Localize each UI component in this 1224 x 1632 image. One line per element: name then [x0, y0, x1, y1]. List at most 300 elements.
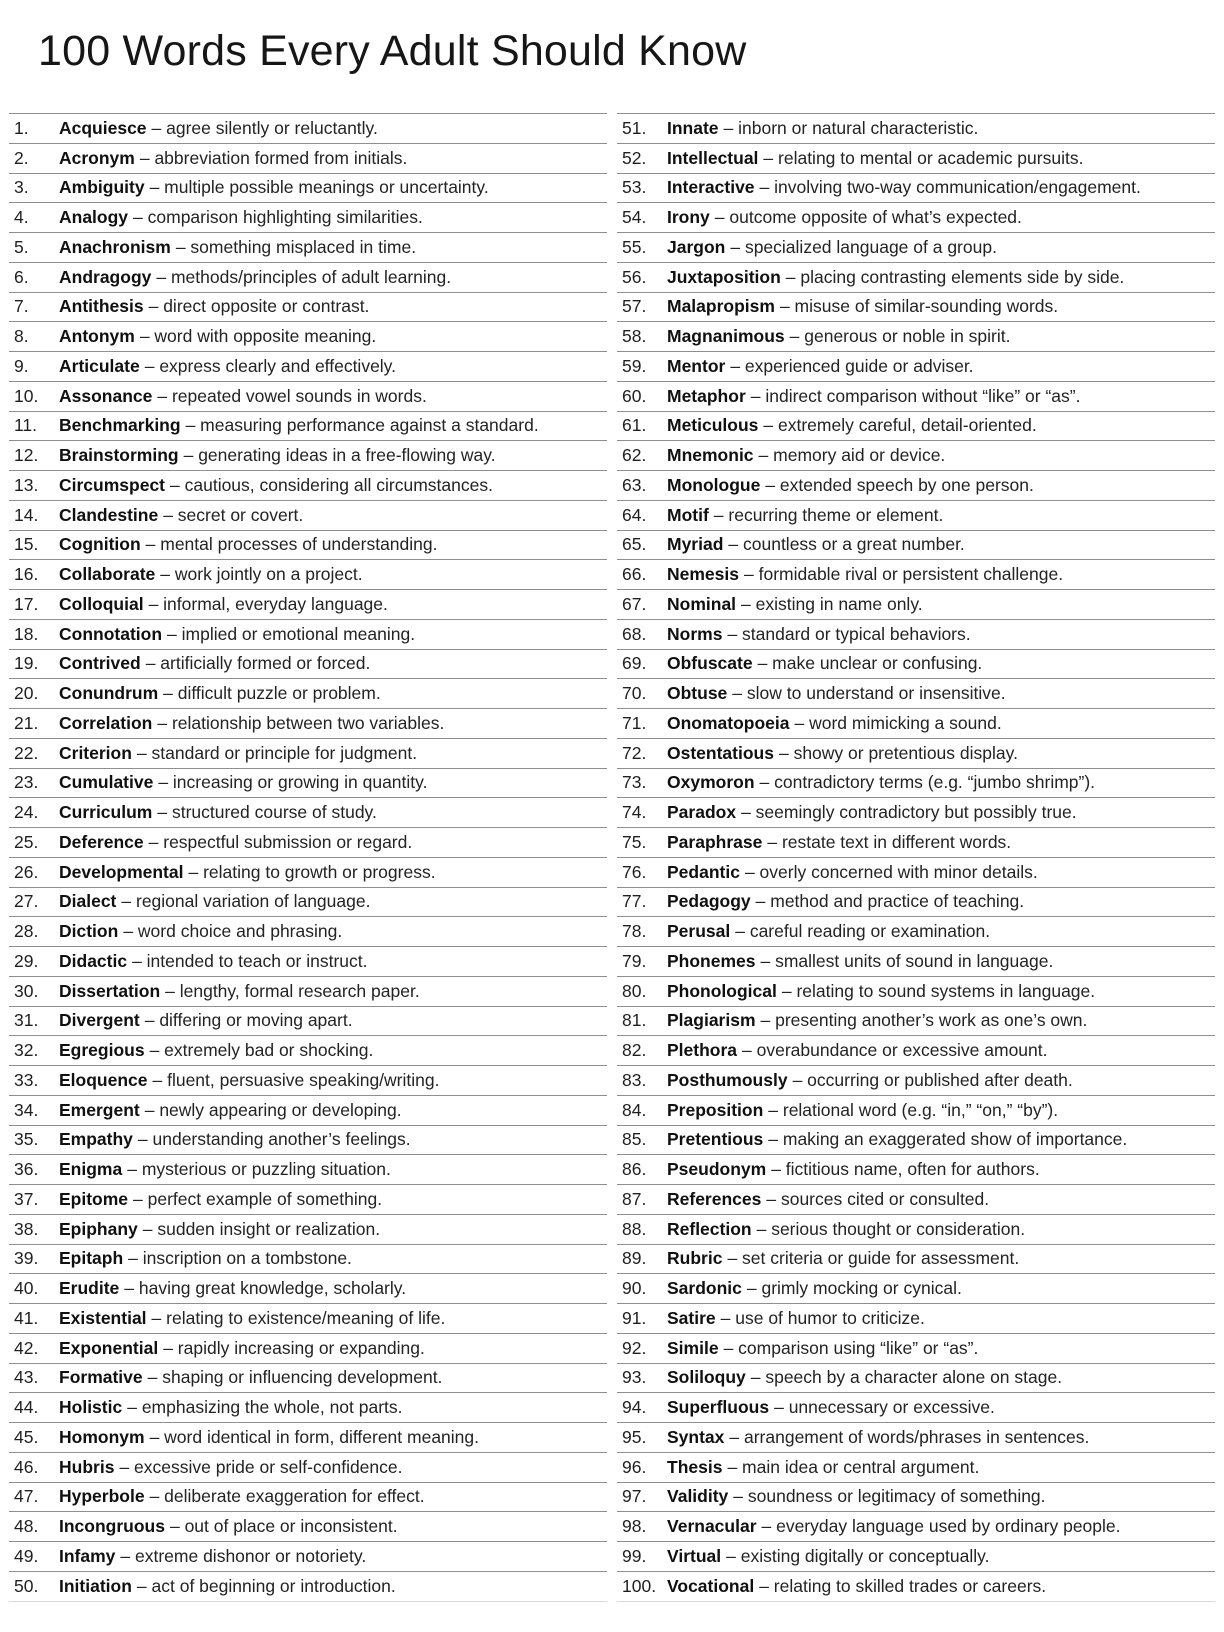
list-item — [9, 619, 607, 649]
item-entry — [59, 296, 369, 317]
list-item — [617, 173, 1215, 203]
list-item — [617, 321, 1215, 351]
item-definition: – understanding another’s feelings. — [137, 1129, 411, 1150]
list-item — [617, 1452, 1215, 1482]
item-number: 14. — [14, 504, 39, 525]
item-word: Antonym — [59, 326, 135, 347]
item-entry — [59, 1129, 411, 1150]
item-entry — [667, 1338, 978, 1359]
list-item — [9, 113, 607, 143]
item-word: Pedantic — [667, 861, 740, 882]
item-word: Incongruous — [59, 1516, 165, 1537]
list-item — [617, 232, 1215, 262]
item-number: 87. — [622, 1188, 647, 1209]
item-entry — [59, 475, 493, 496]
item-word: Hyperbole — [59, 1486, 145, 1507]
item-definition: – generating ideas in a free-flowing way. — [183, 445, 496, 466]
item-entry — [667, 1159, 1040, 1180]
item-definition: – formidable rival or persistent challenge. — [744, 564, 1064, 585]
item-number: 46. — [14, 1456, 39, 1477]
list-item — [617, 500, 1215, 530]
item-number: 99. — [622, 1545, 647, 1566]
item-definition: – presenting another’s work as one’s own. — [760, 1010, 1088, 1031]
list-item — [9, 1333, 607, 1363]
item-word: Simile — [667, 1337, 719, 1358]
item-definition: – comparison highlighting similarities. — [133, 207, 423, 228]
item-definition: – informal, everyday language. — [148, 593, 388, 614]
item-entry — [59, 624, 415, 645]
item-number: 67. — [622, 593, 647, 614]
item-number: 35. — [14, 1129, 39, 1150]
item-definition: – word choice and phrasing. — [123, 921, 343, 942]
item-entry — [59, 1010, 353, 1031]
item-number: 7. — [14, 296, 29, 317]
item-word: Interactive — [667, 177, 755, 198]
list-item — [9, 857, 607, 887]
item-entry — [667, 1397, 995, 1418]
item-entry — [59, 1070, 439, 1091]
list-item — [617, 1154, 1215, 1184]
item-entry — [59, 267, 451, 288]
item-word: Circumspect — [59, 474, 166, 495]
item-word: Benchmarking — [59, 415, 181, 436]
item-entry — [667, 148, 1083, 169]
item-definition: – word identical in form, different meaning. — [149, 1426, 479, 1447]
item-number: 24. — [14, 802, 39, 823]
item-number: 41. — [14, 1307, 39, 1328]
item-number: 97. — [622, 1486, 647, 1507]
item-entry — [667, 415, 1037, 436]
list-item — [617, 619, 1215, 649]
item-word: Thesis — [667, 1456, 723, 1477]
item-entry — [667, 237, 997, 258]
item-definition: – main idea or central argument. — [727, 1456, 980, 1477]
item-word: Diction — [59, 921, 119, 942]
item-definition: – lengthy, formal research paper. — [165, 980, 420, 1001]
item-word: Motif — [667, 504, 709, 525]
item-word: Cumulative — [59, 772, 154, 793]
item-word: Initiation — [59, 1575, 132, 1596]
item-definition: – involving two-way communication/engagement. — [759, 177, 1141, 198]
item-word: Vocational — [667, 1575, 755, 1596]
item-definition: – direct opposite or contrast. — [148, 296, 370, 317]
item-number: 18. — [14, 623, 39, 644]
item-entry — [667, 1189, 989, 1210]
item-entry — [59, 683, 381, 704]
item-entry — [667, 921, 990, 942]
item-number: 77. — [622, 891, 647, 912]
item-number: 38. — [14, 1218, 39, 1239]
list-item — [617, 1125, 1215, 1155]
list-item — [617, 202, 1215, 232]
item-word: Preposition — [667, 1099, 764, 1120]
item-word: Acquiesce — [59, 117, 147, 138]
item-word: Holistic — [59, 1397, 123, 1418]
list-item — [617, 768, 1215, 798]
item-definition: – agree silently or reluctantly. — [151, 117, 378, 138]
item-number: 93. — [622, 1367, 647, 1388]
item-number: 68. — [622, 623, 647, 644]
item-number: 60. — [622, 385, 647, 406]
item-word: Epitome — [59, 1188, 129, 1209]
item-number: 33. — [14, 1069, 39, 1090]
list-item — [617, 649, 1215, 679]
item-number: 72. — [622, 742, 647, 763]
list-item — [617, 411, 1215, 441]
item-word: Reflection — [667, 1218, 752, 1239]
item-entry — [59, 1457, 403, 1478]
list-item — [617, 1184, 1215, 1214]
item-entry — [59, 951, 368, 972]
item-definition: – careful reading or examination. — [735, 921, 991, 942]
list-item — [617, 827, 1215, 857]
item-entry — [667, 1486, 1046, 1507]
item-definition: – slow to understand or insensitive. — [732, 683, 1006, 704]
list-item — [9, 559, 607, 589]
list-item — [9, 797, 607, 827]
item-word: Formative — [59, 1367, 143, 1388]
item-number: 65. — [622, 534, 647, 555]
list-item — [9, 321, 607, 351]
item-definition: – set criteria or guide for assessment. — [727, 1248, 1020, 1269]
item-entry — [667, 772, 1095, 793]
item-number: 36. — [14, 1159, 39, 1180]
item-definition: – work jointly on a project. — [160, 564, 363, 585]
item-definition: – something misplaced in time. — [175, 236, 417, 257]
list-item — [9, 1541, 607, 1571]
item-definition: – soundness or legitimacy of something. — [733, 1486, 1046, 1507]
item-number: 76. — [622, 861, 647, 882]
item-number: 40. — [14, 1278, 39, 1299]
item-number: 39. — [14, 1248, 39, 1269]
item-definition: – misuse of similar-sounding words. — [779, 296, 1059, 317]
item-entry — [59, 921, 342, 942]
item-definition: – showy or pretentious display. — [778, 742, 1018, 763]
item-entry — [59, 356, 396, 377]
item-definition: – fictitious name, often for authors. — [771, 1159, 1040, 1180]
item-number: 84. — [622, 1099, 647, 1120]
item-word: Eloquence — [59, 1069, 148, 1090]
item-entry — [667, 743, 1018, 764]
item-entry — [59, 1308, 445, 1329]
item-word: Dialect — [59, 891, 117, 912]
item-number: 80. — [622, 980, 647, 1001]
item-entry — [667, 594, 923, 615]
item-number: 9. — [14, 355, 29, 376]
item-definition: – regional variation of language. — [121, 891, 371, 912]
item-entry — [59, 415, 539, 436]
item-definition: – extremely careful, detail-oriented. — [763, 415, 1037, 436]
item-word: Brainstorming — [59, 445, 179, 466]
list-item — [617, 351, 1215, 381]
item-entry — [667, 1367, 1062, 1388]
item-definition: – smallest units of sound in language. — [760, 950, 1054, 971]
item-word: Collaborate — [59, 564, 156, 585]
list-item — [9, 1095, 607, 1125]
item-entry — [667, 891, 1024, 912]
item-definition: – standard or principle for judgment. — [136, 742, 418, 763]
item-word: Erudite — [59, 1278, 120, 1299]
item-word: Analogy — [59, 207, 129, 228]
item-definition: – countless or a great number. — [728, 534, 965, 555]
item-number: 27. — [14, 891, 39, 912]
list-item — [9, 976, 607, 1006]
item-word: Assonance — [59, 385, 153, 406]
item-number: 34. — [14, 1099, 39, 1120]
item-entry — [667, 1248, 1019, 1269]
item-entry — [59, 653, 370, 674]
item-entry — [59, 1397, 403, 1418]
item-number: 79. — [622, 950, 647, 971]
item-word: Posthumously — [667, 1069, 788, 1090]
item-word: Existential — [59, 1307, 147, 1328]
item-number: 17. — [14, 593, 39, 614]
item-number: 29. — [14, 950, 39, 971]
item-word: Emergent — [59, 1099, 140, 1120]
item-word: Phonemes — [667, 950, 756, 971]
item-word: Perusal — [667, 921, 731, 942]
item-number: 6. — [14, 266, 29, 287]
item-word: Paradox — [667, 802, 737, 823]
item-definition: – respectful submission or regard. — [148, 831, 413, 852]
list-item — [9, 827, 607, 857]
list-item — [9, 500, 607, 530]
item-word: Nominal — [667, 593, 737, 614]
item-number: 32. — [14, 1040, 39, 1061]
list-item — [617, 916, 1215, 946]
item-definition: – differing or moving apart. — [144, 1010, 353, 1031]
item-word: Magnanimous — [667, 326, 785, 347]
item-definition: – serious thought or consideration. — [756, 1218, 1026, 1239]
item-definition: – generous or noble in spirit. — [789, 326, 1011, 347]
item-entry — [59, 1040, 373, 1061]
item-entry — [667, 534, 965, 555]
item-definition: – methods/principles of adult learning. — [156, 266, 452, 287]
item-definition: – restate text in different words. — [767, 831, 1012, 852]
item-word: Plagiarism — [667, 1010, 756, 1031]
item-entry — [59, 505, 303, 526]
list-item — [9, 470, 607, 500]
item-word: Connotation — [59, 623, 163, 644]
item-word: Norms — [667, 623, 723, 644]
item-entry — [59, 802, 377, 823]
list-item — [617, 1095, 1215, 1125]
item-word: Vernacular — [667, 1516, 757, 1537]
list-item — [9, 916, 607, 946]
item-number: 44. — [14, 1397, 39, 1418]
item-entry — [59, 1338, 425, 1359]
item-number: 53. — [622, 177, 647, 198]
item-number: 90. — [622, 1278, 647, 1299]
list-item — [617, 1571, 1215, 1601]
item-number: 12. — [14, 445, 39, 466]
item-word: Enigma — [59, 1159, 123, 1180]
list-item — [9, 1422, 607, 1452]
item-definition: – multiple possible meanings or uncertainty. — [149, 177, 489, 198]
item-definition: – overly concerned with minor details. — [744, 861, 1038, 882]
list-item — [617, 470, 1215, 500]
item-number: 43. — [14, 1367, 39, 1388]
item-entry — [667, 118, 978, 139]
item-number: 22. — [14, 742, 39, 763]
item-number: 20. — [14, 683, 39, 704]
item-word: Correlation — [59, 712, 153, 733]
item-entry — [59, 832, 412, 853]
item-entry — [667, 1040, 1048, 1061]
item-number: 85. — [622, 1129, 647, 1150]
list-item — [9, 1452, 607, 1482]
item-number: 8. — [14, 326, 29, 347]
list-item — [9, 708, 607, 738]
item-number: 61. — [622, 415, 647, 436]
item-number: 3. — [14, 177, 29, 198]
item-entry — [59, 743, 417, 764]
item-definition: – fluent, persuasive speaking/writing. — [152, 1069, 440, 1090]
list-item — [617, 738, 1215, 768]
list-item — [9, 262, 607, 292]
item-number: 81. — [622, 1010, 647, 1031]
list-item — [9, 1125, 607, 1155]
item-number: 47. — [14, 1486, 39, 1507]
item-number: 73. — [622, 772, 647, 793]
item-definition: – cautious, considering all circumstances. — [170, 474, 493, 495]
item-entry — [59, 862, 436, 883]
item-definition: – making an exaggerated show of importance. — [768, 1129, 1128, 1150]
item-word: Syntax — [667, 1426, 725, 1447]
item-word: Colloquial — [59, 593, 144, 614]
item-entry — [667, 296, 1058, 317]
item-number: 75. — [622, 831, 647, 852]
item-definition: – seemingly contradictory but possibly true. — [741, 802, 1077, 823]
item-entry — [59, 207, 423, 228]
list-item — [9, 768, 607, 798]
list-item — [9, 1154, 607, 1184]
item-word: Sardonic — [667, 1278, 742, 1299]
list-item — [9, 678, 607, 708]
list-item — [9, 232, 607, 262]
item-entry — [667, 1010, 1087, 1031]
list-item — [9, 1184, 607, 1214]
item-word: Antithesis — [59, 296, 144, 317]
list-item — [9, 1482, 607, 1512]
item-definition: – having great knowledge, scholarly. — [124, 1278, 407, 1299]
list-item — [9, 1303, 607, 1333]
list-item — [9, 1006, 607, 1036]
item-entry — [59, 772, 427, 793]
item-entry — [667, 326, 1010, 347]
item-word: Pedagogy — [667, 891, 751, 912]
item-definition: – express clearly and effectively. — [144, 355, 396, 376]
item-number: 45. — [14, 1426, 39, 1447]
item-word: Conundrum — [59, 683, 159, 704]
item-entry — [667, 475, 1034, 496]
list-item — [617, 1541, 1215, 1571]
item-word: Exponential — [59, 1337, 159, 1358]
item-word: Criterion — [59, 742, 132, 763]
item-entry — [667, 445, 945, 466]
list-item — [9, 589, 607, 619]
item-number: 30. — [14, 980, 39, 1001]
list-item — [617, 381, 1215, 411]
item-entry — [667, 1427, 1089, 1448]
item-word: Homonym — [59, 1426, 145, 1447]
item-entry — [667, 1100, 1058, 1121]
item-definition: – overabundance or excessive amount. — [742, 1040, 1048, 1061]
item-word: Satire — [667, 1307, 716, 1328]
list-item — [9, 649, 607, 679]
item-entry — [59, 1516, 398, 1537]
item-entry — [59, 118, 378, 139]
item-number: 26. — [14, 861, 39, 882]
item-definition: – word mimicking a sound. — [794, 712, 1002, 733]
item-number: 11. — [14, 415, 38, 436]
item-entry — [667, 1129, 1127, 1150]
item-word: Contrived — [59, 653, 141, 674]
item-definition: – structured course of study. — [157, 802, 377, 823]
item-number: 54. — [622, 207, 647, 228]
list-item — [617, 1065, 1215, 1095]
item-definition: – method and practice of teaching. — [755, 891, 1025, 912]
item-word: Meticulous — [667, 415, 759, 436]
item-entry — [59, 386, 427, 407]
item-definition: – extremely bad or shocking. — [149, 1040, 374, 1061]
item-number: 86. — [622, 1159, 647, 1180]
item-definition: – relating to mental or academic pursuits. — [763, 147, 1084, 168]
item-word: Clandestine — [59, 504, 159, 525]
item-entry — [667, 386, 1080, 407]
item-number: 15. — [14, 534, 39, 555]
item-number: 23. — [14, 772, 39, 793]
item-number: 56. — [622, 266, 647, 287]
list-item — [9, 411, 607, 441]
item-entry — [667, 862, 1038, 883]
list-item — [617, 559, 1215, 589]
item-definition: – make unclear or confusing. — [757, 653, 983, 674]
item-entry — [59, 148, 407, 169]
item-entry — [59, 1546, 366, 1567]
item-word: Oxymoron — [667, 772, 755, 793]
list-item — [617, 857, 1215, 887]
item-definition: – relating to existence/meaning of life. — [151, 1307, 446, 1328]
item-number: 10. — [14, 385, 39, 406]
item-definition: – relating to sound systems in language. — [781, 980, 1096, 1001]
item-word: Mnemonic — [667, 445, 754, 466]
item-entry — [667, 356, 974, 377]
item-word: Malapropism — [667, 296, 775, 317]
list-item — [617, 292, 1215, 322]
list-item — [617, 1392, 1215, 1422]
word-list — [0, 113, 1224, 1602]
item-word: Infamy — [59, 1545, 116, 1566]
item-definition: – relational word (e.g. “in,” “on,” “by”). — [768, 1099, 1059, 1120]
list-item — [617, 1482, 1215, 1512]
list-item — [9, 1273, 607, 1303]
item-word: Irony — [667, 207, 710, 228]
list-item — [617, 1363, 1215, 1393]
item-number: 94. — [622, 1397, 647, 1418]
item-definition: – emphasizing the whole, not parts. — [127, 1397, 403, 1418]
item-word: Empathy — [59, 1129, 133, 1150]
item-definition: – intended to teach or instruct. — [132, 950, 368, 971]
list-item — [617, 1006, 1215, 1036]
list-item — [9, 173, 607, 203]
item-number: 1. — [14, 117, 29, 138]
item-word: Dissertation — [59, 980, 161, 1001]
item-number: 13. — [14, 474, 39, 495]
item-definition: – artificially formed or forced. — [145, 653, 371, 674]
item-number: 70. — [622, 683, 647, 704]
item-definition: – newly appearing or developing. — [144, 1099, 402, 1120]
